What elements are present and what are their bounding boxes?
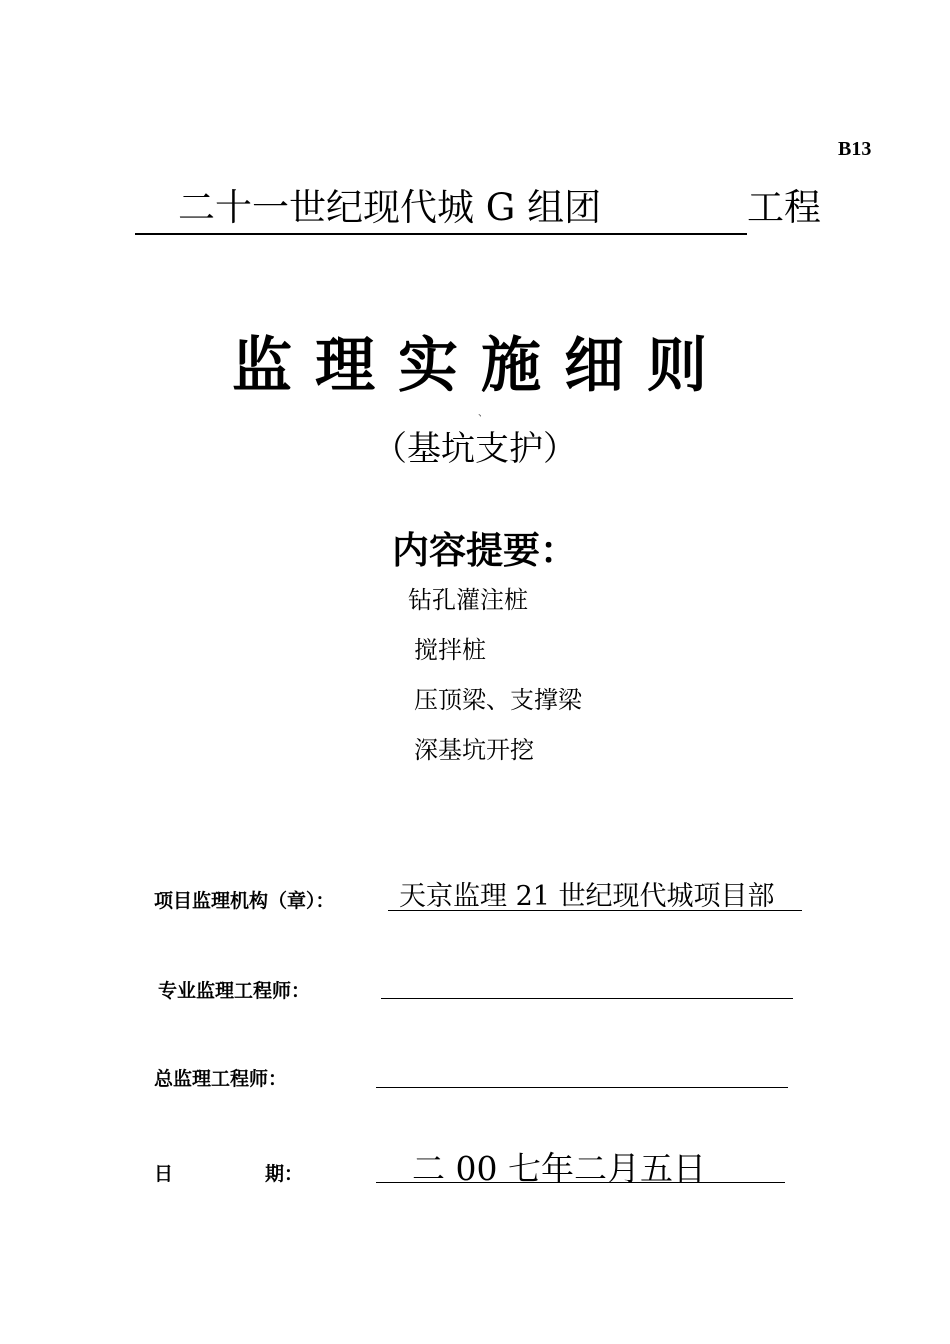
summary-item: 搅拌桩 [414, 636, 486, 664]
stray-mark: 、 [478, 408, 488, 419]
project-suffix: 工程 [747, 186, 821, 229]
date-field-value: 二 00 七年二月五日 [412, 1149, 706, 1188]
document-subtitle: （基坑支护） [373, 429, 577, 469]
document-title: 监理实施细则 [232, 331, 730, 401]
chief-engineer-field [376, 1087, 788, 1088]
date-label-part2: 期： [265, 1163, 304, 1185]
specialist-engineer-field [381, 998, 793, 999]
project-name: 二十一世纪现代城 G 组团 [178, 186, 602, 229]
org-label: 项目监理机构（章）： [154, 890, 335, 912]
summary-item: 钻孔灌注桩 [408, 586, 528, 614]
summary-item: 压顶梁、支撑梁 [414, 686, 582, 714]
org-field-value: 天京监理 21 世纪现代城项目部 [399, 881, 775, 912]
summary-item: 深基坑开挖 [414, 736, 534, 764]
summary-heading: 内容提要： [392, 528, 577, 572]
date-label-part1: 日 [154, 1163, 174, 1185]
specialist-engineer-label: 专业监理工程师： [158, 980, 311, 1002]
chief-engineer-label: 总监理工程师： [154, 1068, 288, 1090]
document-code: B13 [838, 138, 872, 160]
